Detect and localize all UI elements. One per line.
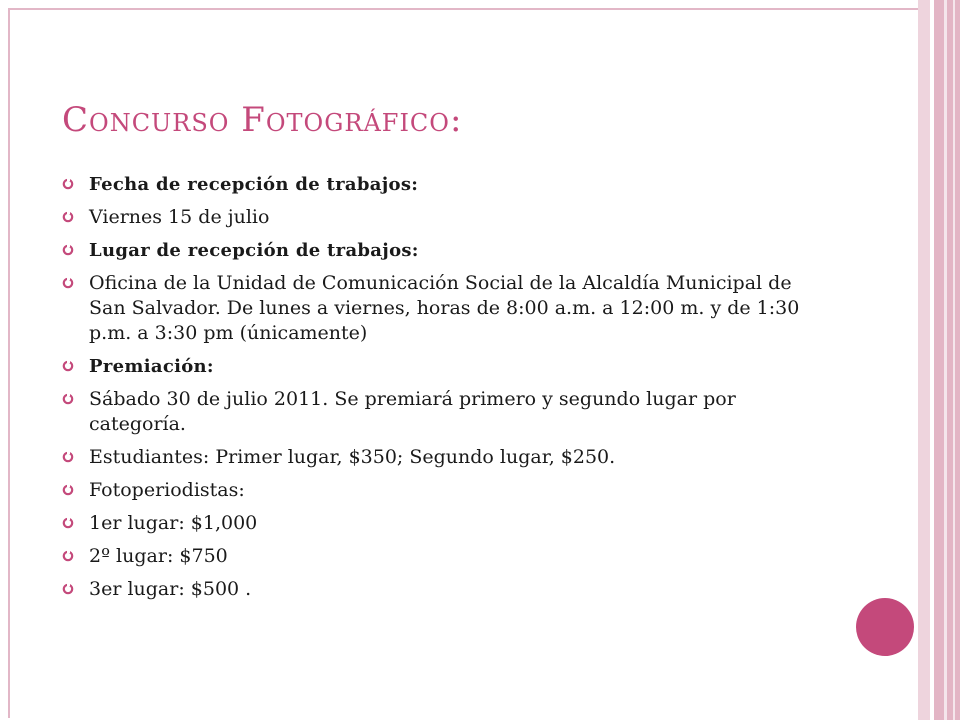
bullet-item [62,478,822,503]
ring-bullet-icon [62,360,74,372]
slide-title: Concurso Fotográfico: [62,100,463,140]
ring-bullet-icon [62,277,74,289]
ring-bullet-icon [62,244,74,256]
decorative-circle [856,598,914,656]
bullet-item [62,445,822,470]
bullet-item [62,205,822,230]
ring-bullet-icon [62,583,74,595]
bullet-list [62,172,822,610]
bullet-item [62,354,822,379]
decorative-stripe [918,0,930,720]
bullet-item [62,544,822,569]
bullet-item [62,238,822,263]
ring-bullet-icon [62,484,74,496]
bullet-text: 1er lugar: $1,000 [89,512,258,534]
bullet-text: Lugar de recepción de trabajos: [89,240,419,261]
bullet-item [62,511,822,536]
bullet-text: Fecha de recepción de trabajos: [89,174,419,195]
bullet-item [62,387,822,437]
ring-bullet-icon [62,178,74,190]
bullet-item [62,172,822,197]
bullet-text: Estudiantes: Primer lugar, $350; Segundo lugar, $250. [89,446,616,468]
bullet-text: 3er lugar: $500 . [89,578,252,600]
ring-bullet-icon [62,517,74,529]
bullet-text: Fotoperiodistas: [89,479,245,501]
decorative-stripe [953,0,955,720]
bullet-text: Premiación: [89,356,214,377]
bullet-text: 2º lugar: $750 [89,545,228,567]
bullet-text: Oficina de la Unidad de Comunicación Social de la Alcaldía Municipal de San Salvador. De lunes a viernes, horas de 8:00 a.m. a 12:00 m. y de 1:30 p.m. a 3:30 pm (únicamente) [89,272,800,344]
ring-bullet-icon [62,550,74,562]
ring-bullet-icon [62,451,74,463]
bullet-text: Viernes 15 de julio [89,206,270,228]
ring-bullet-icon [62,211,74,223]
decorative-stripe [934,0,960,720]
bullet-text: Sábado 30 de julio 2011. Se premiará primero y segundo lugar por categoría. [89,388,736,435]
bullet-item [62,577,822,602]
decorative-stripe [944,0,947,720]
bullet-item [62,271,822,346]
ring-bullet-icon [62,393,74,405]
